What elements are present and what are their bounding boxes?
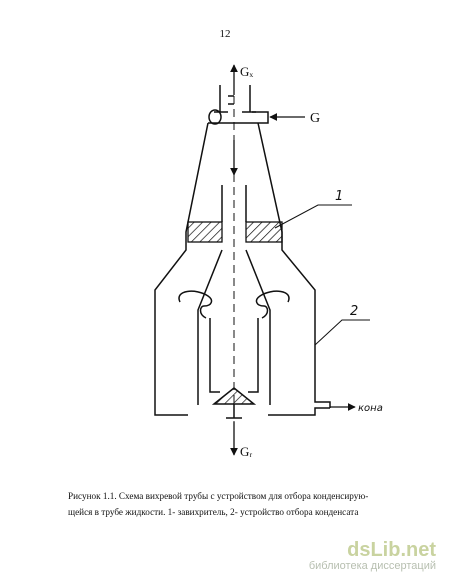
- g-inlet-label: G: [310, 111, 321, 126]
- leader-line-1: [275, 205, 352, 228]
- swirler-left-hatch: [188, 222, 222, 242]
- watermark: [266, 539, 436, 572]
- swirler-right-hatch: [246, 222, 282, 242]
- swirl-arrow-right: [257, 291, 290, 318]
- outer-cone-right: [258, 123, 330, 408]
- gr-label: Gᵣ: [240, 444, 253, 459]
- watermark-text: библиотека диссертаций: [308, 560, 436, 572]
- condensate-out-label: кона: [358, 403, 383, 414]
- outer-bottom-right: [268, 408, 330, 415]
- caption-line-1: Рисунок 1.1. Схема вихревой трубы с устройством для отбора конденсирую-: [68, 491, 369, 501]
- swirl-arrow-left: [179, 291, 212, 318]
- page-number: 12: [219, 28, 231, 40]
- part-1-label: 1: [335, 189, 344, 204]
- leader-line-2: [315, 320, 370, 345]
- top-small-tabs: [228, 96, 234, 104]
- bottom-cone: [214, 388, 254, 404]
- inner-sleeve-left: [210, 318, 220, 392]
- figure-caption: [68, 488, 398, 520]
- gx-label: Gₓ: [240, 64, 254, 79]
- caption-line-2: щейся в трубе жидкости. 1- завихритель, 2- устройство отбора конденсата: [68, 507, 359, 517]
- watermark-logo: dsLib.net: [347, 539, 436, 561]
- inlet-right-stub: [252, 112, 268, 123]
- outer-cone-left: [155, 123, 208, 415]
- inner-sleeve-right: [248, 318, 258, 392]
- part-2-label: 2: [350, 304, 359, 319]
- bottom-valve-stem: [226, 404, 242, 418]
